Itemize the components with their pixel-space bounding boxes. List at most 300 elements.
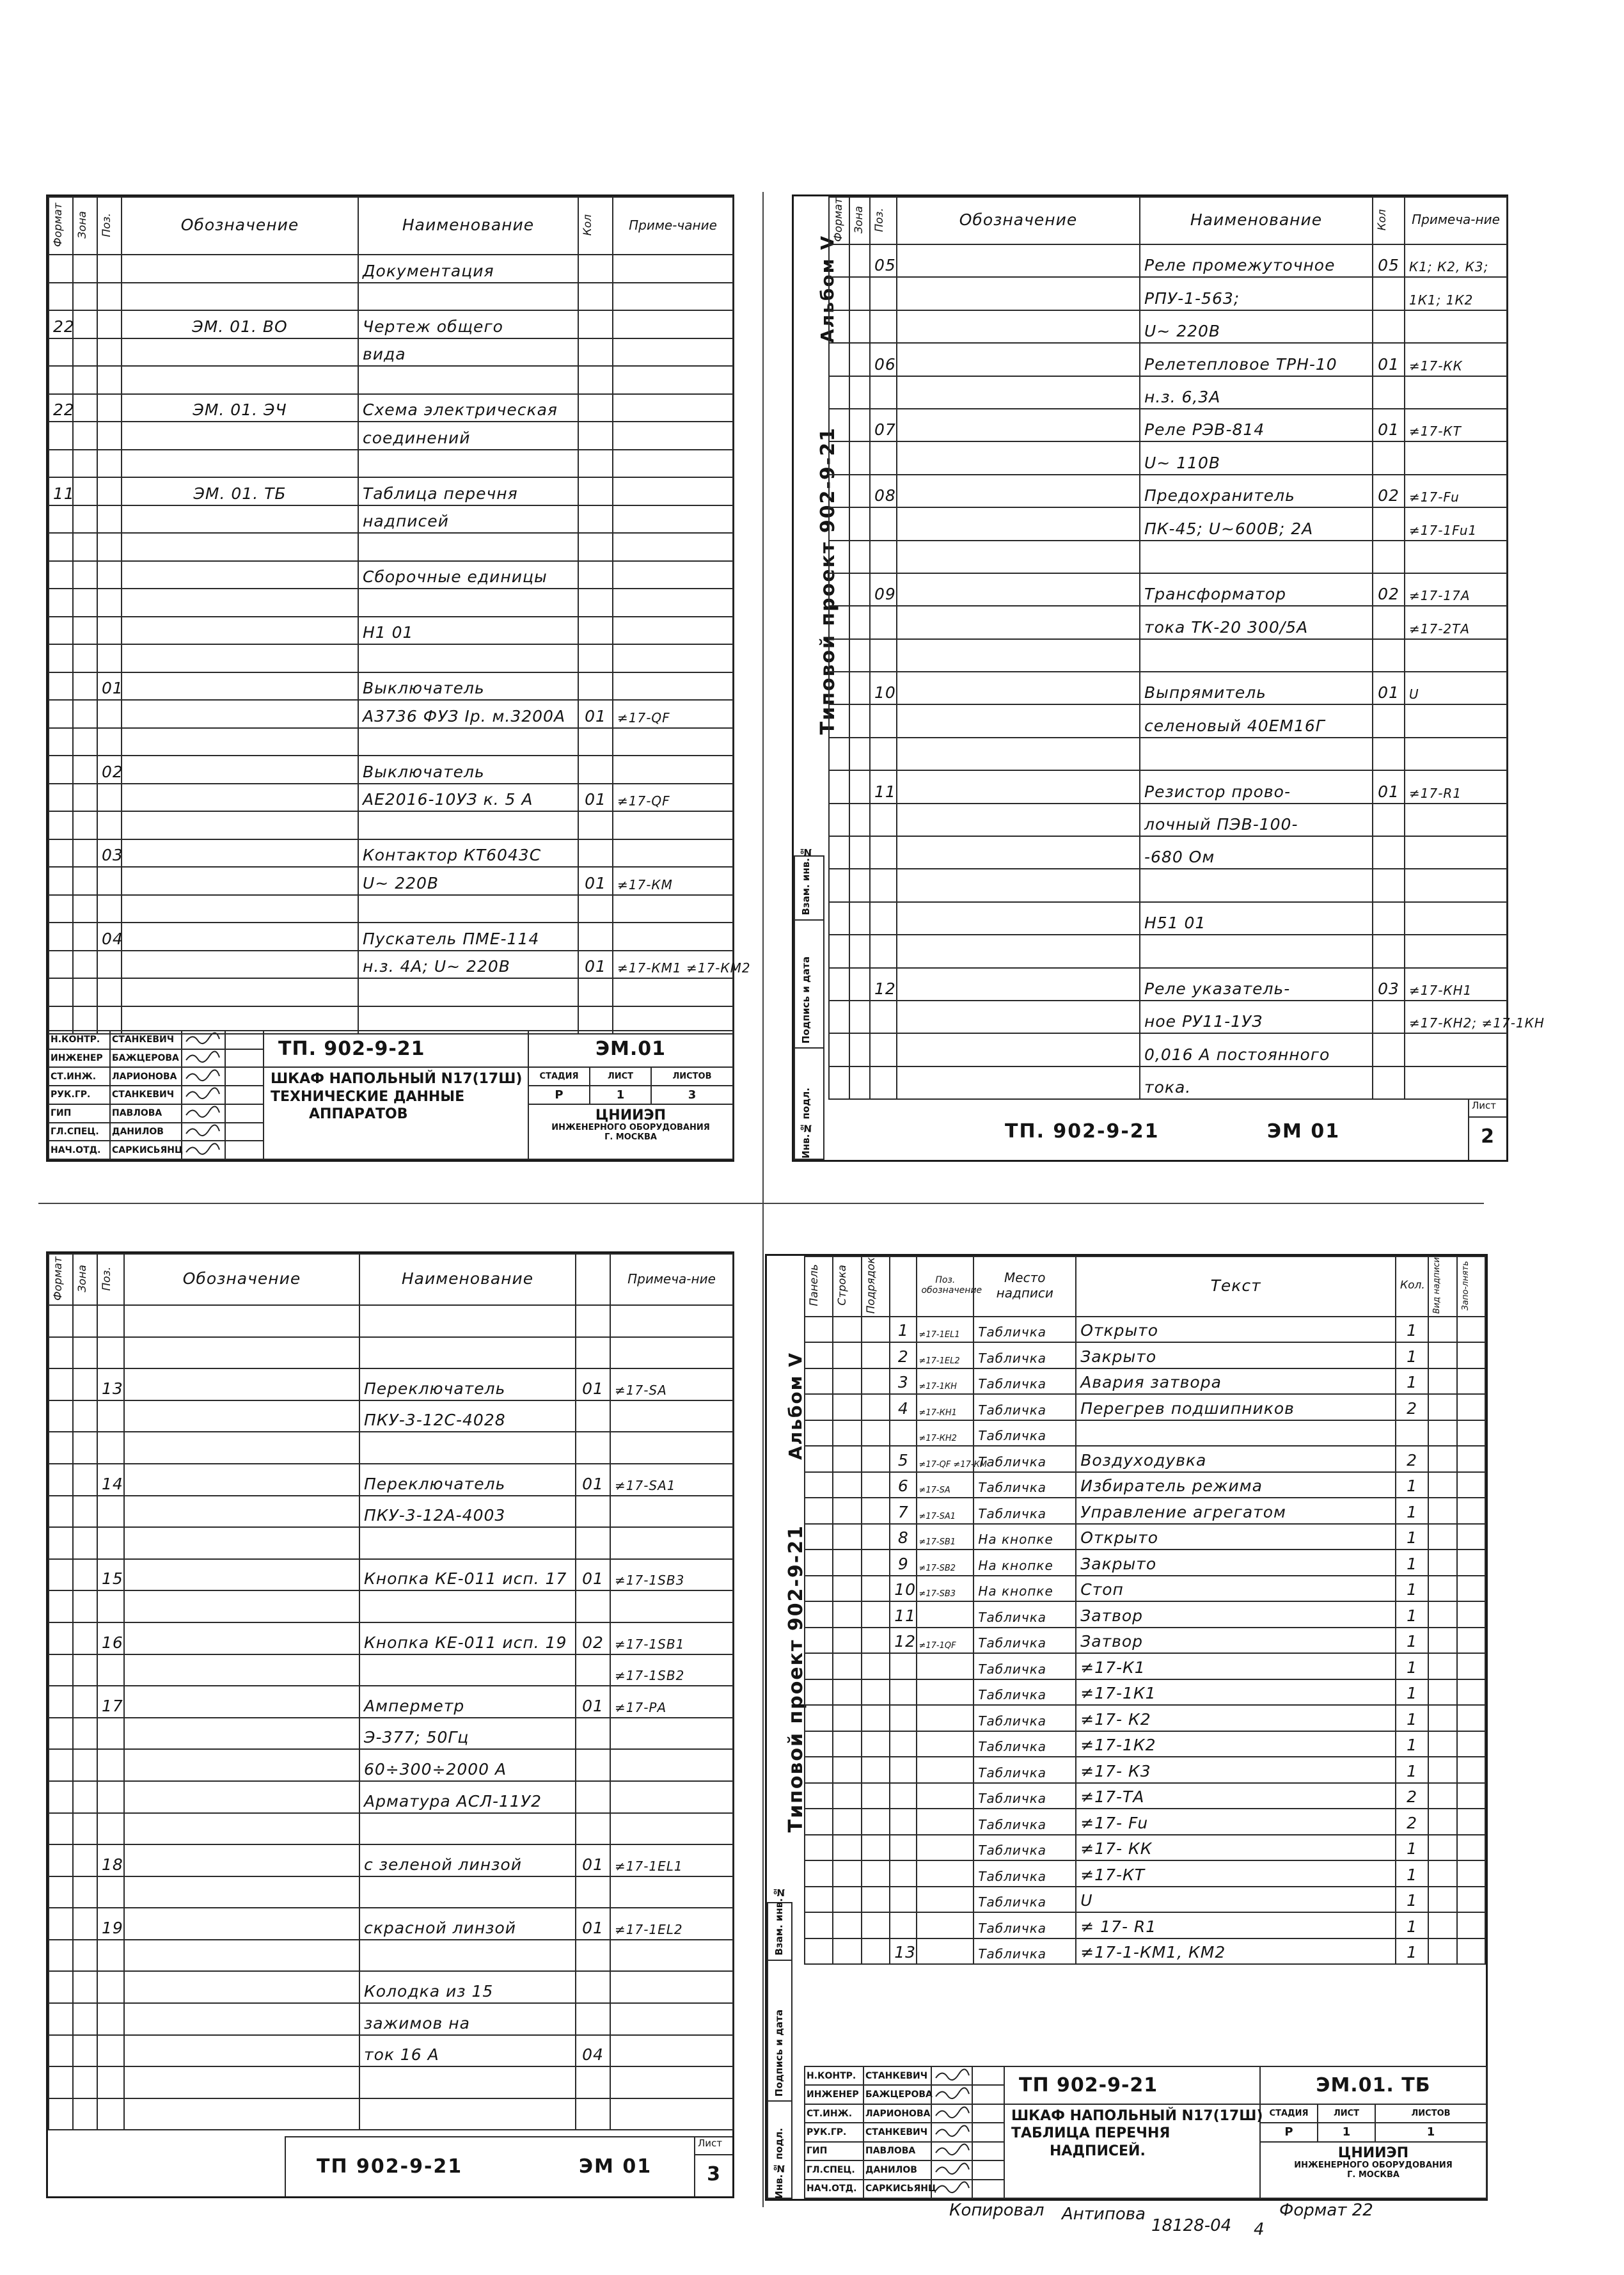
cell-d [122, 839, 358, 868]
cell-pos [917, 1938, 974, 1965]
stamp-date [225, 1123, 264, 1141]
table-row [49, 700, 733, 728]
cell-text: Авария затвора [1076, 1368, 1396, 1395]
cell-pos [917, 1809, 974, 1835]
cell-z [73, 533, 97, 561]
cell-d [124, 2098, 359, 2130]
cell-r: ≠17-1SB1 [610, 1622, 733, 1654]
cell-r [610, 1400, 733, 1432]
table-row [49, 839, 733, 868]
cell-n [359, 1590, 576, 1622]
cell-z [73, 1654, 97, 1686]
cell-kind [1428, 1783, 1456, 1809]
cell-q: 1 [1396, 1757, 1428, 1783]
cell-q: 2 [1396, 1446, 1428, 1472]
cell-p [870, 738, 897, 770]
table-row [805, 1472, 1485, 1498]
cell-d [122, 255, 358, 283]
cell-q: 01 [576, 1368, 610, 1400]
cell-panel [805, 1653, 833, 1679]
stamp-signature [931, 2142, 972, 2160]
cell-f [829, 804, 849, 836]
cell-r: ≠17-1EL1 [610, 1844, 733, 1876]
cell-p: 12 [870, 968, 897, 1001]
signature-scribble [184, 1123, 222, 1138]
cell-f [49, 951, 73, 979]
cell-n [358, 533, 578, 561]
stamp-sheets-value: 1 [1375, 2123, 1486, 2141]
cell-place: Табличка [974, 1653, 1076, 1679]
cell-p [97, 895, 122, 923]
cell-n: Реле РЭВ-814 [1140, 409, 1373, 441]
cell-q [576, 1432, 610, 1464]
cell-row [862, 1887, 890, 1913]
table-row [805, 1938, 1485, 1965]
cell-n [1140, 935, 1373, 967]
cell-z [73, 450, 97, 478]
cell-z [849, 310, 870, 343]
cell-panel [805, 1524, 833, 1550]
table-row [49, 895, 733, 923]
cell-r [613, 895, 733, 923]
cell-p [870, 902, 897, 935]
cell-n: н.з. 4А; U~ 220В [358, 951, 578, 979]
stamp-org-line: ИНЖЕНЕРНОГО ОБОРУДОВАНИЯ [1294, 2160, 1453, 2170]
cell-z [73, 867, 97, 895]
cell-r: ≠17-КМ1 ≠17-КМ2 [613, 951, 733, 979]
cell-d [897, 738, 1140, 770]
cell-size [1457, 1628, 1485, 1654]
cell-z [73, 1496, 97, 1528]
cell-q [576, 1971, 610, 2003]
cell-q: 1 [1396, 1498, 1428, 1524]
cell-f [49, 1971, 73, 2003]
cell-q: 01 [1373, 343, 1405, 376]
cell-q: 01 [578, 951, 613, 979]
cell-d [122, 895, 358, 923]
cell-q [578, 895, 613, 923]
stamp-role: ГЛ.СПЕЦ. [49, 1123, 110, 1141]
cell-frame [833, 1394, 861, 1420]
cell-q: 1 [1396, 1628, 1428, 1654]
cell-p [97, 1781, 124, 1813]
cell-f [49, 1527, 73, 1559]
cell-d [124, 1559, 359, 1591]
cell-n: -680 Ом [1140, 836, 1373, 869]
cell-z [73, 2098, 97, 2130]
stamp-name: СТАНКЕВИЧ [863, 2123, 931, 2141]
stamp-name: ДАНИЛОВ [863, 2160, 931, 2179]
cell-r [1405, 869, 1507, 901]
stamp-date [972, 2142, 1004, 2160]
cell-place: На кнопке [974, 1550, 1076, 1576]
table-row [829, 475, 1507, 507]
cell-frame [833, 1860, 861, 1887]
cell-z [73, 1749, 97, 1781]
cell-row [862, 1368, 890, 1395]
cell-q: 1 [1396, 1317, 1428, 1343]
col-designation: Обозначение [897, 197, 1140, 244]
cell-n: Э-377; 50Гц [359, 1718, 576, 1750]
cell-p [97, 477, 122, 505]
cell-q [576, 1749, 610, 1781]
cell-panel [805, 1368, 833, 1395]
cell-r [613, 839, 733, 868]
cell-n [359, 2098, 576, 2130]
cell-z [73, 422, 97, 450]
cell-f [829, 1001, 849, 1033]
cell-q [1373, 804, 1405, 836]
cell-q [576, 1813, 610, 1845]
cell-d [124, 1844, 359, 1876]
cell-z [73, 811, 97, 839]
cell-f [49, 1844, 73, 1876]
cell-f [49, 978, 73, 1006]
cell-p [97, 561, 122, 589]
cell-n: тока ТК-20 300/5А [1140, 606, 1373, 638]
stamp-date [225, 1141, 264, 1159]
cell-p [870, 1033, 897, 1066]
cell-panel [805, 1498, 833, 1524]
col-panel: Панель [805, 1256, 833, 1317]
cell-f [829, 672, 849, 704]
cell-q: 1 [1396, 1860, 1428, 1887]
cell-place: Табличка [974, 1860, 1076, 1887]
cell-kind [1428, 1835, 1456, 1861]
table-row [49, 672, 733, 701]
cell-r: ≠17-17А [1405, 573, 1507, 606]
cell-n: 60÷300÷2000 А [359, 1749, 576, 1781]
table-row [49, 1908, 733, 1940]
cell-f [49, 505, 73, 534]
cell-q: 01 [576, 1559, 610, 1591]
cell-r [610, 1876, 733, 1908]
cell-kind [1428, 1420, 1456, 1447]
cell-pos [917, 1835, 974, 1861]
stamp-role: ГЛ.СПЕЦ. [805, 2160, 863, 2179]
cell-kind [1428, 1368, 1456, 1395]
cell-frame [833, 1887, 861, 1913]
cell-q: 1 [1396, 1342, 1428, 1368]
cell-n [890, 1835, 917, 1861]
cell-p [870, 1001, 897, 1033]
cell-frame [833, 1705, 861, 1731]
cell-d [122, 561, 358, 589]
stamp-sheet-value: 1 [1318, 2123, 1375, 2141]
foot-doc: ЭМ 01 [1267, 1120, 1341, 1143]
cell-p: 19 [97, 1908, 124, 1940]
col-kind: Вид надписи [1428, 1256, 1456, 1317]
table-row [829, 277, 1507, 310]
cell-n [1140, 541, 1373, 573]
cell-panel [805, 1342, 833, 1368]
cell-n [359, 1876, 576, 1908]
cell-z [73, 1559, 97, 1591]
cell-kind [1428, 1679, 1456, 1706]
table-row [829, 441, 1507, 474]
cell-r [1405, 1033, 1507, 1066]
stamp-date [972, 2066, 1004, 2085]
cell-q [578, 756, 613, 784]
cell-z [73, 895, 97, 923]
cell-text: Закрыто [1076, 1342, 1396, 1368]
cell-pos: ≠17-SB3 [917, 1576, 974, 1602]
cell-z [849, 541, 870, 573]
cell-n: 3 [890, 1368, 917, 1395]
cell-size [1457, 1601, 1485, 1628]
cell-panel [805, 1550, 833, 1576]
copier-name: Антипова [1062, 2205, 1146, 2224]
signature-scribble [184, 1068, 222, 1082]
cell-d [897, 902, 1140, 935]
cell-n: 7 [890, 1498, 917, 1524]
cell-q: 1 [1396, 1938, 1428, 1965]
table-row [49, 951, 733, 979]
cell-z [73, 951, 97, 979]
cell-kind [1428, 1498, 1456, 1524]
table-row [829, 902, 1507, 935]
cell-z [73, 923, 97, 951]
cell-kind [1428, 1809, 1456, 1835]
cell-f [49, 617, 73, 645]
col-designation: Обозначение [122, 197, 358, 255]
cell-q [578, 366, 613, 394]
cell-place: Табличка [974, 1809, 1076, 1835]
cell-p [97, 1971, 124, 2003]
cell-kind [1428, 1705, 1456, 1731]
table-row [49, 283, 733, 311]
foot-doc: ЭМ 01 [579, 2155, 652, 2178]
cell-f [49, 1908, 73, 1940]
cell-text: Перегрев подшипников [1076, 1394, 1396, 1420]
cell-z [73, 1400, 97, 1432]
cell-f [49, 2035, 73, 2067]
stamp-role: НАЧ.ОТД. [805, 2180, 863, 2198]
cell-r [610, 1718, 733, 1750]
cell-q: 01 [576, 1844, 610, 1876]
table-row [49, 978, 733, 1006]
cell-q: 01 [576, 1686, 610, 1718]
cell-p [97, 1527, 124, 1559]
signature-scribble [184, 1050, 222, 1064]
cell-z [73, 644, 97, 672]
cell-q: 2 [1396, 1783, 1428, 1809]
table-row [49, 756, 733, 784]
copied-label: Копировал [949, 2201, 1045, 2220]
cell-q: 02 [1373, 475, 1405, 507]
cell-pos: ≠17-QF ≠17-КМ [917, 1446, 974, 1472]
cell-p [97, 1305, 124, 1337]
stamp-signature [182, 1049, 225, 1068]
cell-n: U~ 110В [1140, 441, 1373, 474]
cell-f [829, 573, 849, 606]
cell-q: 02 [576, 1622, 610, 1654]
col-format: Формат [49, 197, 73, 255]
cell-place: На кнопке [974, 1524, 1076, 1550]
cell-kind [1428, 1342, 1456, 1368]
cell-d [122, 589, 358, 617]
cell-z [849, 343, 870, 376]
signature-scribble [933, 2086, 972, 2100]
stamp-name: СТАНКЕВИЧ [863, 2066, 931, 2085]
cell-frame [833, 1601, 861, 1628]
cell-z [849, 935, 870, 967]
cell-d [897, 606, 1140, 638]
cell-n [359, 1432, 576, 1464]
cell-n [890, 1420, 917, 1447]
cell-q [1373, 869, 1405, 901]
table-row [805, 1394, 1485, 1420]
cell-n [890, 1731, 917, 1757]
cell-z [73, 1781, 97, 1813]
cell-f [49, 867, 73, 895]
cell-d [897, 310, 1140, 343]
cell-q [576, 1496, 610, 1528]
cell-n: скрасной линзой [359, 1908, 576, 1940]
cell-pos [917, 1731, 974, 1757]
stamp-date [225, 1031, 264, 1049]
cell-p [870, 376, 897, 409]
cell-f [829, 770, 849, 803]
cell-p [97, 784, 122, 812]
cell-r [610, 1590, 733, 1622]
cell-f [829, 475, 849, 507]
cell-q [1373, 277, 1405, 310]
cell-z [73, 1432, 97, 1464]
cell-q [1373, 541, 1405, 573]
cell-n: ПКУ-3-12А-4003 [359, 1496, 576, 1528]
stamp-code [1004, 2066, 1260, 2104]
cell-r [610, 1496, 733, 1528]
col-zone: Зона [849, 197, 870, 244]
stamp-stage-label: СТАДИЯ [528, 1067, 590, 1086]
cell-r [613, 756, 733, 784]
table-row [829, 968, 1507, 1001]
cell-p: 13 [97, 1368, 124, 1400]
cell-n: 4 [890, 1394, 917, 1420]
table-row [805, 1912, 1485, 1938]
cell-panel [805, 1628, 833, 1654]
cell-kind [1428, 1887, 1456, 1913]
cell-q [578, 533, 613, 561]
cell-q [576, 1654, 610, 1686]
cell-r: ≠17-1EL2 [610, 1908, 733, 1940]
table-row [49, 1305, 733, 1337]
cell-z [849, 1066, 870, 1099]
cell-p [97, 728, 122, 756]
cell-pos [917, 1887, 974, 1913]
horizontal-separator [38, 1203, 1484, 1204]
cell-d [897, 1066, 1140, 1099]
cell-q: 1 [1396, 1705, 1428, 1731]
cell-z [73, 477, 97, 505]
cell-d [897, 639, 1140, 672]
table-row [49, 394, 733, 422]
cell-r [613, 978, 733, 1006]
table-row [829, 770, 1507, 803]
cell-kind [1428, 1731, 1456, 1757]
cell-size [1457, 1550, 1485, 1576]
cell-row [862, 1446, 890, 1472]
col-num [890, 1256, 917, 1317]
cell-r [613, 533, 733, 561]
table-row [49, 1337, 733, 1369]
cell-r: ≠17-R1 [1405, 770, 1507, 803]
cell-d [122, 366, 358, 394]
cell-d [124, 1464, 359, 1496]
cell-n: Схема электрическая [358, 394, 578, 422]
cell-panel [805, 1317, 833, 1343]
cell-z [849, 573, 870, 606]
cell-place: Табличка [974, 1835, 1076, 1861]
cell-d [124, 1654, 359, 1686]
cell-d [122, 923, 358, 951]
table-row [829, 507, 1507, 540]
cell-d [124, 1876, 359, 1908]
cell-r [1405, 541, 1507, 573]
cell-z [73, 617, 97, 645]
cell-row [862, 1757, 890, 1783]
cell-q [578, 589, 613, 617]
cell-pos: ≠17-1EL2 [917, 1342, 974, 1368]
cell-q [578, 728, 613, 756]
stamp-role: СТ.ИНЖ. [49, 1067, 110, 1086]
stamp-signature [931, 2066, 972, 2085]
cell-p: 17 [97, 1686, 124, 1718]
cell-row [862, 1912, 890, 1938]
cell-p [870, 310, 897, 343]
table-row [805, 1887, 1485, 1913]
cell-z [73, 1337, 97, 1369]
cell-q [1373, 606, 1405, 638]
foot-code: ТП 902-9-21 [317, 2155, 463, 2178]
cell-size [1457, 1342, 1485, 1368]
cell-p: 02 [97, 756, 122, 784]
cell-n: 10 [890, 1576, 917, 1602]
cell-z [849, 507, 870, 540]
cell-r: ≠17-КН1 [1405, 968, 1507, 1001]
cell-place: Табличка [974, 1420, 1076, 1447]
cell-q [578, 450, 613, 478]
cell-q [1373, 1066, 1405, 1099]
cell-place: Табличка [974, 1731, 1076, 1757]
cell-n [359, 1527, 576, 1559]
signature-scribble [933, 2105, 972, 2120]
cell-n [358, 978, 578, 1006]
cell-kind [1428, 1317, 1456, 1343]
cell-f [49, 1876, 73, 1908]
sheet-4 [765, 1254, 1488, 2201]
cell-n: Реле промежуточное [1140, 244, 1373, 277]
cell-kind [1428, 1653, 1456, 1679]
cell-q: 1 [1396, 1550, 1428, 1576]
table-row [49, 1940, 733, 1972]
cell-row [862, 1809, 890, 1835]
cell-row [862, 1342, 890, 1368]
cell-f [49, 1305, 73, 1337]
cell-kind [1428, 1472, 1456, 1498]
cell-n: Н1 01 [358, 617, 578, 645]
stamp-signature [182, 1086, 225, 1104]
cell-q [578, 422, 613, 450]
cell-z [73, 589, 97, 617]
cell-frame [833, 1524, 861, 1550]
cell-z [849, 475, 870, 507]
cell-p [870, 869, 897, 901]
cell-frame [833, 1420, 861, 1447]
cell-d [124, 1781, 359, 1813]
cell-f [49, 672, 73, 701]
